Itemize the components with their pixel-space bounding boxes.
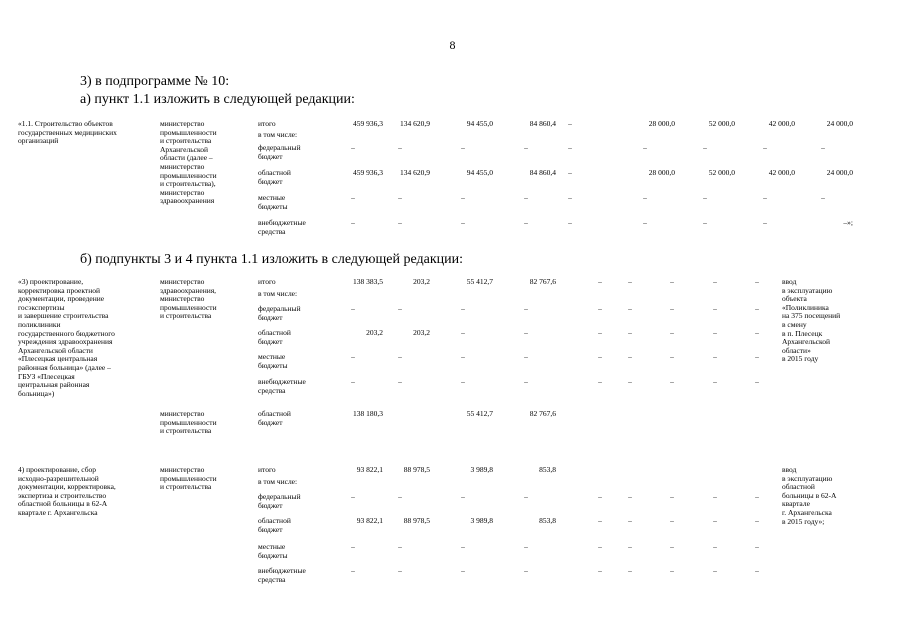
value-cell: –	[524, 193, 528, 202]
value-cell: –	[598, 328, 602, 337]
source-label: областной бюджет	[258, 409, 291, 427]
value-cell: –	[461, 328, 465, 337]
value-cell: –	[628, 542, 632, 551]
value-cell: –	[703, 193, 707, 202]
value-cell: –	[713, 566, 717, 575]
value-cell: –	[461, 492, 465, 501]
value-cell: 42 000,0	[768, 119, 795, 128]
value-cell: 28 000,0	[648, 119, 675, 128]
value-cell: –	[713, 542, 717, 551]
value-cell: –	[755, 542, 759, 551]
value-cell: –	[628, 377, 632, 386]
heading-a: а) пункт 1.1 изложить в следующей редакции:	[80, 92, 355, 107]
value-cell: 82 767,6	[529, 277, 556, 286]
value-cell: –	[398, 352, 402, 361]
value-cell: 138 383,5	[353, 277, 383, 286]
value-cell: –	[524, 218, 528, 227]
value-cell: –	[628, 566, 632, 575]
value-cell: 3 989,8	[470, 516, 493, 525]
value-cell: –	[670, 304, 674, 313]
value-cell: –	[670, 377, 674, 386]
value-cell: –	[821, 143, 825, 152]
value-cell: –	[351, 492, 355, 501]
value-cell: 853,8	[539, 516, 556, 525]
table-b3-name: «3) проектирование, корректировка проектной документации, проведение госэкспертизы и завершение строительства поликлиники государственного бюджетного учреждения здравоохранения Архангельской области «Плесецкая центральная районная больница» (далее – ГБУЗ «Плесецкая центральная районная больница»)	[18, 277, 115, 398]
value-cell: 94 455,0	[466, 119, 493, 128]
value-cell: –	[628, 352, 632, 361]
table-a-name: «1.1. Строительство объектов государственных медицинских организаций	[18, 119, 117, 146]
source-label: итого	[258, 465, 276, 474]
value-cell: –	[628, 277, 632, 286]
value-cell: –	[398, 304, 402, 313]
value-cell: –	[351, 143, 355, 152]
value-cell: –	[351, 193, 355, 202]
value-cell: –	[755, 377, 759, 386]
value-cell: –	[461, 566, 465, 575]
table-b3-result: ввод в эксплуатацию объекта «Поликлиника на 375 посещений в смену в п. Плесецк Архангельской области» в 2015 году	[782, 277, 841, 364]
table-b4-result: ввод в эксплуатацию областной больницы в 62-А квартале г. Архангельска в 2015 году»;	[782, 465, 837, 526]
source-label: федеральный бюджет	[258, 492, 301, 510]
value-cell: 134 620,9	[400, 168, 430, 177]
table-b3-executor: министерство здравоохранения, министерство промышленности и строительства	[160, 277, 217, 321]
value-cell: –	[755, 328, 759, 337]
value-cell: 52 000,0	[708, 119, 735, 128]
value-cell: –	[461, 218, 465, 227]
value-cell: –	[755, 304, 759, 313]
value-cell: –	[598, 516, 602, 525]
table-b3-executor-2: министерство промышленности и строительства	[160, 409, 217, 436]
value-cell: –	[643, 193, 647, 202]
value-cell: –	[628, 516, 632, 525]
value-cell: –	[763, 193, 767, 202]
source-label: итого	[258, 277, 276, 286]
value-cell: –	[568, 119, 572, 128]
value-cell: 93 822,1	[356, 516, 383, 525]
value-cell: –	[821, 193, 825, 202]
value-cell: –	[598, 377, 602, 386]
value-cell: –	[713, 516, 717, 525]
source-label: в том числе:	[258, 289, 298, 298]
value-cell: 84 860,4	[529, 119, 556, 128]
value-cell: 82 767,6	[529, 409, 556, 418]
heading-program: 3) в подпрограмме № 10:	[80, 74, 230, 89]
value-cell: –	[398, 193, 402, 202]
value-cell: –	[703, 218, 707, 227]
value-cell: –	[643, 143, 647, 152]
value-cell: 94 455,0	[466, 168, 493, 177]
value-cell: –	[524, 143, 528, 152]
page-number: 8	[449, 38, 456, 52]
value-cell: –	[524, 304, 528, 313]
value-cell: 24 000,0	[826, 168, 853, 177]
value-cell: –	[628, 304, 632, 313]
source-label: внебюджетные средства	[258, 377, 306, 395]
value-cell: –	[763, 143, 767, 152]
value-cell: –	[461, 193, 465, 202]
value-cell: –	[351, 377, 355, 386]
value-cell: –	[643, 218, 647, 227]
source-label: внебюджетные средства	[258, 218, 306, 236]
value-cell: 203,2	[366, 328, 383, 337]
source-label: внебюджетные средства	[258, 566, 306, 584]
value-cell: 134 620,9	[400, 119, 430, 128]
table-a-executor: министерство промышленности и строительства Архангельской области (далее – министерство промышленности и строительства), министерство здравоохранения	[160, 119, 217, 206]
value-cell: –	[670, 328, 674, 337]
value-cell: –	[461, 304, 465, 313]
value-cell: –	[351, 304, 355, 313]
value-cell: 3 989,8	[470, 465, 493, 474]
value-cell: –	[461, 352, 465, 361]
value-cell: 28 000,0	[648, 168, 675, 177]
value-cell: –	[755, 566, 759, 575]
source-label: в том числе:	[258, 477, 298, 486]
value-cell: 203,2	[413, 328, 430, 337]
value-cell: –	[598, 304, 602, 313]
value-cell: –	[755, 277, 759, 286]
source-label: местные бюджеты	[258, 542, 288, 560]
source-label: областной бюджет	[258, 328, 291, 346]
value-cell: –	[351, 566, 355, 575]
value-cell: –	[568, 143, 572, 152]
value-cell: –	[524, 328, 528, 337]
value-cell: –	[713, 277, 717, 286]
heading-b: б) подпункты 3 и 4 пункта 1.1 изложить в следующей редакции:	[80, 252, 463, 267]
value-cell: –	[670, 542, 674, 551]
value-cell: –	[524, 492, 528, 501]
value-cell: –	[713, 492, 717, 501]
value-cell: 52 000,0	[708, 168, 735, 177]
value-cell: –	[713, 377, 717, 386]
value-cell: 84 860,4	[529, 168, 556, 177]
value-cell: –	[755, 492, 759, 501]
value-cell: –	[461, 377, 465, 386]
source-label: местные бюджеты	[258, 352, 288, 370]
table-b4-name: 4) проектирование, сбор исходно-разрешительной документации, корректировка, экспертиза и строительство областной больницы в 62-А квартале г. Архангельска	[18, 465, 116, 517]
value-cell: –	[524, 377, 528, 386]
value-cell: 42 000,0	[768, 168, 795, 177]
value-cell: –	[351, 218, 355, 227]
value-cell: –	[461, 542, 465, 551]
value-cell: 138 180,3	[353, 409, 383, 418]
value-cell: 853,8	[539, 465, 556, 474]
value-cell: –	[598, 277, 602, 286]
value-cell: –	[398, 218, 402, 227]
value-cell: –	[568, 168, 572, 177]
value-cell: –	[568, 218, 572, 227]
value-cell: –	[670, 352, 674, 361]
value-cell: –	[755, 352, 759, 361]
source-label: областной бюджет	[258, 168, 291, 186]
value-cell: 88 978,5	[403, 516, 430, 525]
value-cell: 459 936,3	[353, 168, 383, 177]
value-cell: –	[598, 352, 602, 361]
value-cell: –	[461, 143, 465, 152]
value-cell: 55 412,7	[466, 409, 493, 418]
value-cell: –	[398, 492, 402, 501]
value-cell: –	[398, 143, 402, 152]
value-cell: –	[703, 143, 707, 152]
value-cell: –	[598, 566, 602, 575]
value-cell: –	[713, 328, 717, 337]
value-cell: –	[598, 542, 602, 551]
value-cell: 203,2	[413, 277, 430, 286]
source-label: итого	[258, 119, 276, 128]
value-cell: –	[670, 516, 674, 525]
value-cell: –	[598, 492, 602, 501]
table-b4-executor: министерство промышленности и строительства	[160, 465, 217, 492]
value-cell: –	[524, 542, 528, 551]
value-cell: –	[351, 352, 355, 361]
value-cell: –	[763, 218, 767, 227]
value-cell: 93 822,1	[356, 465, 383, 474]
source-label: федеральный бюджет	[258, 304, 301, 322]
value-cell: –	[628, 328, 632, 337]
value-cell: –	[670, 492, 674, 501]
value-cell: –	[351, 542, 355, 551]
value-cell: –	[713, 304, 717, 313]
value-cell: –	[398, 377, 402, 386]
value-cell: –	[755, 516, 759, 525]
value-cell: –	[524, 352, 528, 361]
value-cell: –»;	[843, 218, 853, 227]
value-cell: –	[670, 566, 674, 575]
value-cell: –	[670, 277, 674, 286]
value-cell: 55 412,7	[466, 277, 493, 286]
value-cell: 88 978,5	[403, 465, 430, 474]
source-label: областной бюджет	[258, 516, 291, 534]
value-cell: 24 000,0	[826, 119, 853, 128]
value-cell: –	[713, 352, 717, 361]
value-cell: 459 936,3	[353, 119, 383, 128]
source-label: местные бюджеты	[258, 193, 288, 211]
value-cell: –	[398, 566, 402, 575]
value-cell: –	[398, 542, 402, 551]
value-cell: –	[524, 566, 528, 575]
value-cell: –	[568, 193, 572, 202]
value-cell: –	[628, 492, 632, 501]
source-label: федеральный бюджет	[258, 143, 301, 161]
source-label: в том числе:	[258, 130, 298, 139]
